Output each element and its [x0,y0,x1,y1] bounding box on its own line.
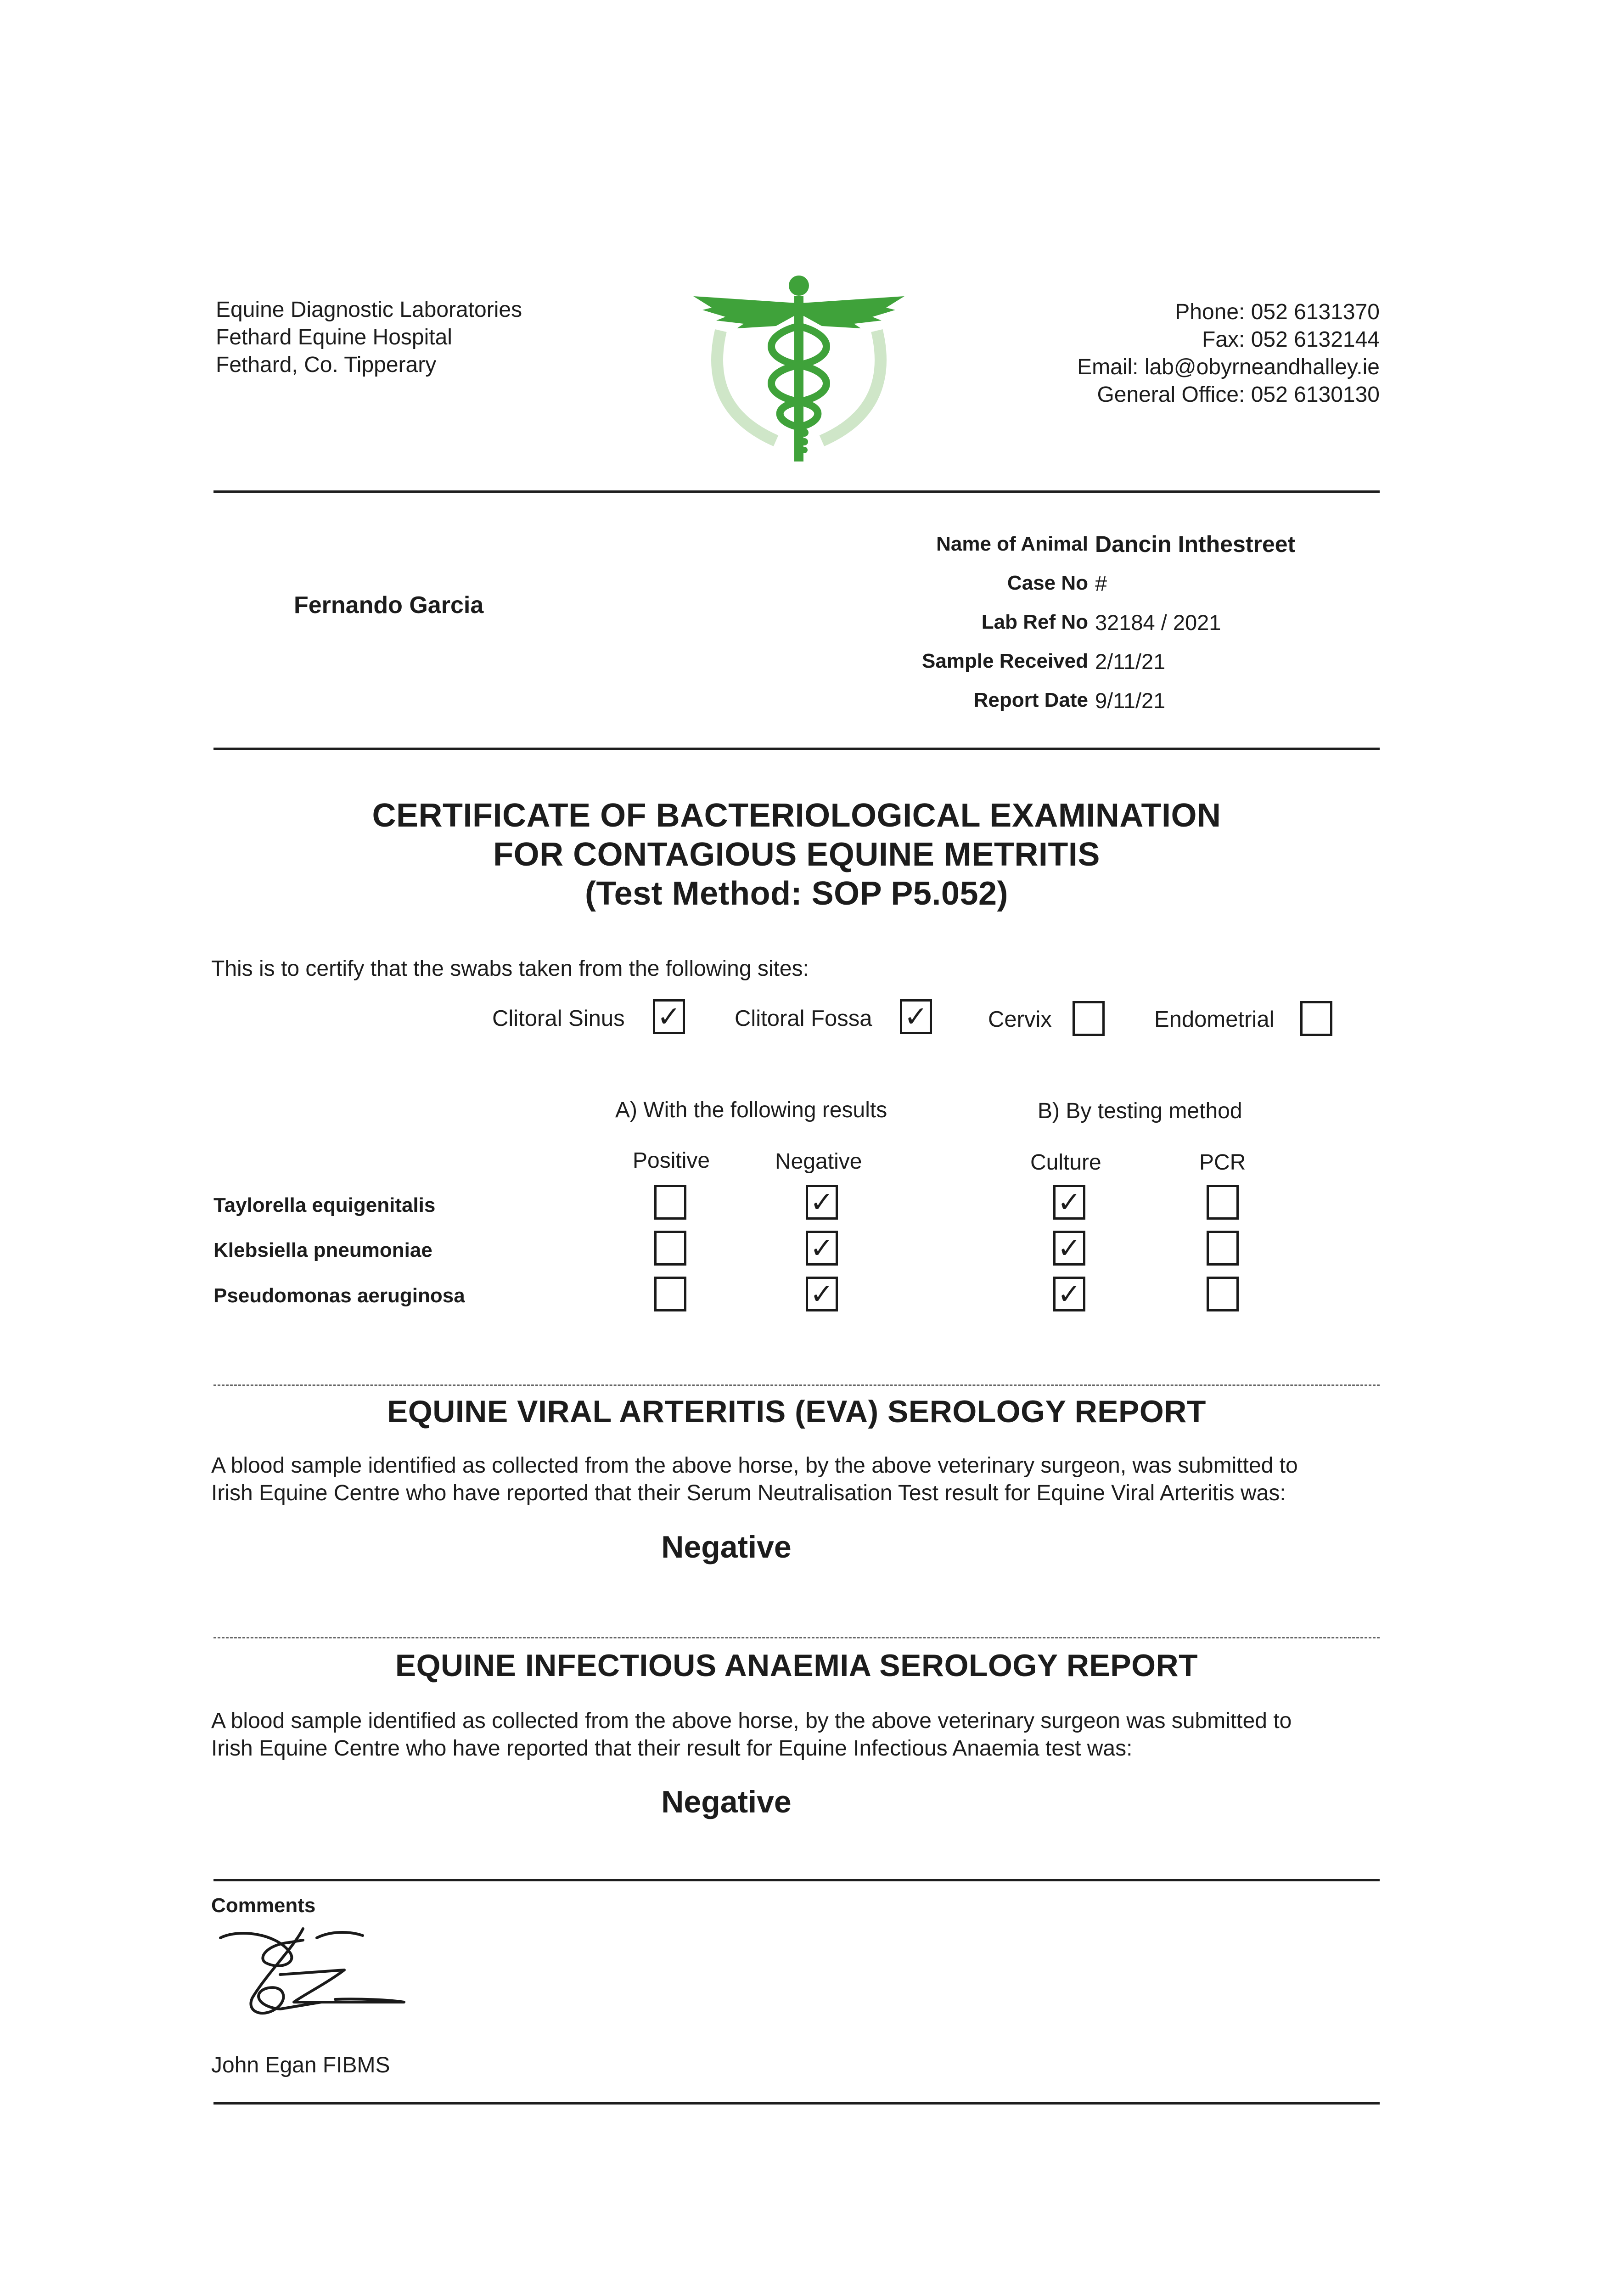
site-label-endometrial: Endometrial [1154,1007,1275,1032]
site-checkbox-endometrial [1300,1001,1332,1036]
cem-intro: This is to certify that the swabs taken from the following sites: [211,957,809,981]
cem-title-line2: FOR CONTAGIOUS EQUINE METRITIS [493,836,1100,873]
footer-divider [213,2102,1380,2105]
report-date-label: Report Date [973,689,1088,711]
lab-address [216,296,522,379]
sample-received-label: Sample Received [922,650,1088,672]
check-mark-icon: ✓ [810,1277,834,1311]
results-heading: A) With the following results [615,1098,887,1122]
eva-result: Negative [661,1530,792,1564]
lab-ref-value: 32184 / 2021 [1095,610,1221,635]
cem-divider [213,1384,1380,1386]
organism-taylorella: Taylorella equigenitalis [213,1194,436,1216]
cem-title-method: (Test Method: SOP P5.052) [584,875,1009,912]
check-mark-icon: ✓ [1057,1277,1081,1311]
signature-icon [211,1919,413,2025]
pcr-checkbox-taylorella [1207,1185,1239,1220]
culture-checkbox-pseudomonas [1053,1277,1085,1311]
check-mark-icon: ✓ [810,1185,834,1219]
site-checkbox-clitoral-fossa [900,999,932,1034]
eia-text-line2: Irish Equine Centre who have reported that their result for Equine Infectious Anaemia test was: [211,1736,1133,1761]
phone-number: Phone: 052 6131370 [1175,300,1380,324]
eva-text-line1: A blood sample identified as collected from the above horse, by the above veterinary surgeon, was submitted to [211,1453,1298,1478]
check-mark-icon: ✓ [1057,1185,1081,1219]
eia-text-line1: A blood sample identified as collected from the above horse, by the above veterinary surgeon was submitted to [211,1709,1292,1733]
method-heading: B) By testing method [1038,1099,1242,1123]
eva-text [211,1452,1405,1507]
cem-title-line1: CERTIFICATE OF BACTERIOLOGICAL EXAMINATION [372,797,1221,834]
organism-klebsiella: Klebsiella pneumoniae [213,1239,432,1261]
check-mark-icon: ✓ [810,1231,834,1265]
case-no-value: # [1095,571,1107,596]
animal-name-label: Name of Animal [936,533,1088,555]
header-divider [213,490,1380,493]
caduceus-logo [684,271,914,468]
eia-title: EQUINE INFECTIOUS ANAEMIA SEROLOGY REPORT [395,1648,1198,1683]
positive-checkbox-taylorella [654,1185,686,1220]
check-mark-icon: ✓ [657,1000,681,1033]
eia-divider [213,1879,1380,1881]
organism-pseudomonas: Pseudomonas aeruginosa [213,1284,465,1307]
eia-text [211,1707,1405,1762]
pcr-checkbox-klebsiella [1207,1231,1239,1266]
negative-checkbox-pseudomonas [806,1277,838,1311]
eva-text-line2: Irish Equine Centre who have reported that their Serum Neutralisation Test result for Equine Viral Arteritis was: [211,1481,1286,1505]
eva-title: EQUINE VIRAL ARTERITIS (EVA) SEROLOGY REPORT [387,1394,1206,1429]
negative-checkbox-klebsiella [806,1231,838,1266]
case-no-label: Case No [1007,572,1088,594]
negative-checkbox-taylorella [806,1185,838,1220]
general-office-phone: General Office: 052 6130130 [1097,383,1380,407]
animal-name-value: Dancin Inthestreet [1095,531,1296,557]
site-label-clitoral-sinus: Clitoral Sinus [492,1006,625,1031]
check-mark-icon: ✓ [904,1000,928,1033]
check-mark-icon: ✓ [1057,1231,1081,1265]
fax-number: Fax: 052 6132144 [1202,327,1380,352]
culture-checkbox-klebsiella [1053,1231,1085,1266]
site-label-clitoral-fossa: Clitoral Fossa [735,1006,872,1031]
vet-name: Fernando Garcia [294,592,484,619]
hospital-name: Fethard Equine Hospital [216,325,452,349]
lab-location: Fethard, Co. Tipperary [216,353,437,377]
signatory-name: John Egan FIBMS [211,2053,390,2077]
lab-ref-label: Lab Ref No [981,611,1088,633]
lab-name: Equine Diagnostic Laboratories [216,298,522,322]
positive-checkbox-pseudomonas [654,1277,686,1311]
col-pcr: PCR [1199,1150,1246,1175]
lab-contact [1077,298,1380,409]
report-date-value: 9/11/21 [1095,688,1166,713]
comments-label: Comments [211,1894,316,1917]
sample-received-value: 2/11/21 [1095,649,1166,674]
site-checkbox-clitoral-sinus [653,999,685,1034]
culture-checkbox-taylorella [1053,1185,1085,1220]
eia-result: Negative [661,1784,792,1819]
client-divider [213,748,1380,750]
col-negative: Negative [775,1149,862,1174]
positive-checkbox-klebsiella [654,1231,686,1266]
col-culture: Culture [1030,1150,1101,1175]
email-address: Email: lab@obyrneandhalley.ie [1077,355,1380,379]
site-checkbox-cervix [1073,1001,1105,1036]
pcr-checkbox-pseudomonas [1207,1277,1239,1311]
eva-divider [213,1637,1380,1638]
site-label-cervix: Cervix [988,1007,1052,1032]
col-positive: Positive [633,1148,710,1173]
